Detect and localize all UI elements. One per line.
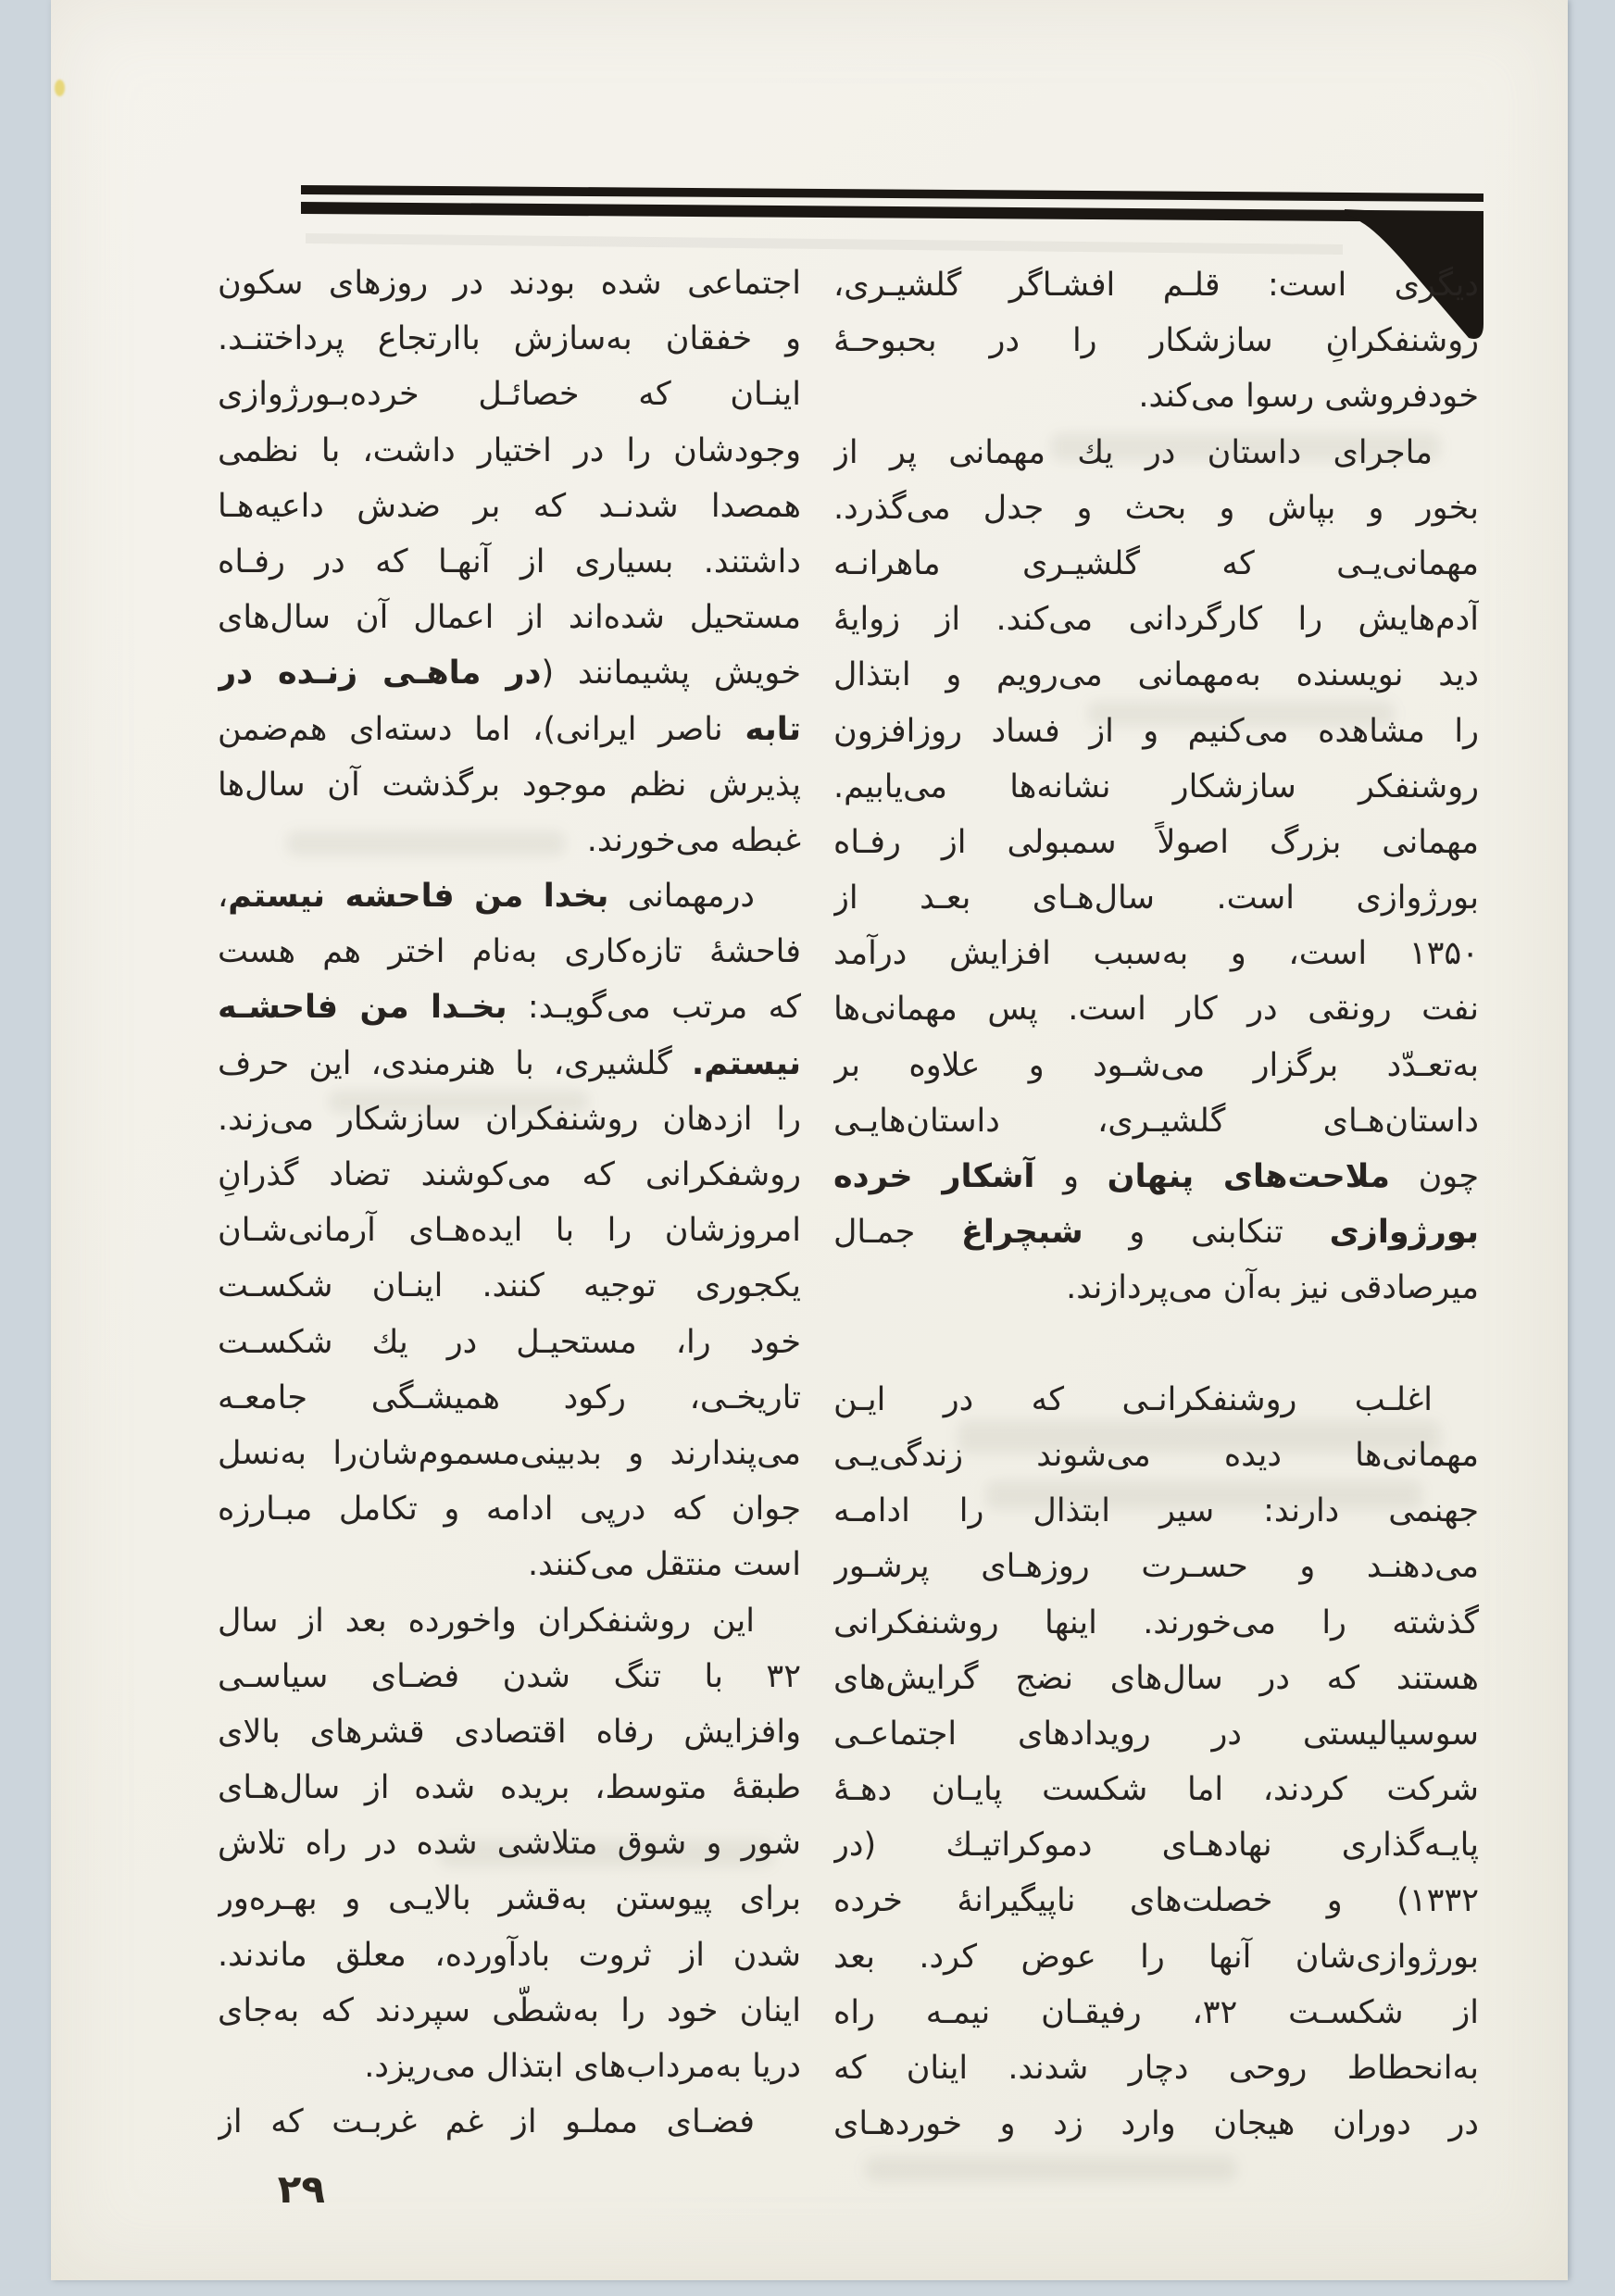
text-line [833,313,1479,368]
text-line [218,1426,801,1481]
text-line [218,367,801,422]
text-line [833,1985,1479,2040]
text-segment: مهمانی‌یـی که گلشیـری ماهرانـه [833,544,1479,582]
magazine-page [51,0,1568,2280]
text-segment: وافزایش رفاه اقتصادی قشرهای بالای [218,1713,801,1751]
text-line [833,1762,1479,1817]
text-line [833,815,1479,870]
text-segment: گلشیری، با هنرمندی، این حرف [218,1044,692,1082]
text-segment: و خفقان به‌سازش باارتجاع پرداختنـد. [218,320,801,358]
text-line [833,1204,1479,1260]
text-line [218,423,801,479]
text-line [218,479,801,534]
text-line [218,256,801,311]
text-line [218,1147,801,1203]
bold-title-segment: در ماهـی زنـده در [218,655,542,693]
text-line [218,2039,801,2094]
text-line [218,1928,801,1983]
text-segment: پایـه‌گذاری نهادهـای دموکراتیـك (در [833,1827,1479,1865]
column-right [833,257,1479,2152]
text-segment: به‌انحطاط روحی دچار شدند. اینان که [833,2050,1479,2087]
column-left [218,256,801,2150]
text-segment: مستحیل شده‌اند از اعمال آن سال‌های [218,599,801,637]
bold-title-segment: ملاحت‌های پنهان [1107,1158,1390,1195]
text-line [833,1873,1479,1928]
text-segment: امروزشان را با ایده‌هـای آرمانی‌شـان [218,1212,801,1250]
bleed-through-ghost [866,2157,1236,2181]
text-segment: دید نویسنده به‌مهمانی می‌رویم و ابتذال [833,656,1479,694]
text-line [218,924,801,980]
text-segment: فاحشهٔ تازه‌کاری به‌نام اختر هم هست [218,933,801,971]
bold-title-segment: شبچراغ [961,1214,1083,1252]
text-line [218,1816,801,1871]
text-segment: داشتند. بسیاری از آنهـا که در رفـاه [218,543,801,580]
text-segment: و [1034,1158,1108,1195]
text-segment: چون [1389,1158,1479,1195]
header-rule-top [301,185,1484,202]
text-line [833,1038,1479,1093]
text-segment: طبقهٔ متوسط، بریده شده از سال‌هـای [218,1769,801,1807]
text-segment: اینان خود را به‌شطّی سپردند که به‌جای [218,1991,801,2029]
text-line [218,1036,801,1092]
text-segment: می‌پندارند و بدبینی‌مسموم‌شان‌را به‌نسل [218,1434,801,1472]
text-line [833,1595,1479,1651]
text-segment: که مرتب می‌گویـد: [507,989,801,1027]
text-segment: در دوران هیجان وارد زد و خوردهـای [833,2105,1479,2143]
text-segment: داستان‌هـای گلشیـری، داستان‌هایـی [833,1102,1479,1140]
text-line [218,1704,801,1760]
text-segment: وجودشان را در اختیار داشت، با نظمی [218,431,801,469]
text-line [833,1651,1479,1706]
text-line [218,1593,801,1649]
text-segment: ۱۳۵۰ است، و به‌سبب افزایش درآمد [833,935,1479,973]
text-segment: یکجوری توجیه کنند. اینـان شکسـت [218,1267,801,1305]
text-segment: ناصر ایرانی)، اما دسته‌ای هم‌ضمن [218,710,745,748]
text-segment: جوان که درپی ادامه و تکامل مبـارزه [218,1491,801,1529]
text-segment: روشنفکرانِ سازشکار را در بحبوحـهٔ [833,322,1479,360]
text-segment: روشفکرانی که می‌کوشند تضاد گذرانِ [218,1156,801,1193]
text-line [218,868,801,924]
text-line [833,1929,1479,1985]
text-segment: خود را، مستحیـل در یك شکسـت [218,1323,801,1361]
text-segment: هستند که در سال‌های نضج گرایش‌های [833,1659,1479,1697]
text-segment: میرصادقی نیز به‌آن می‌پردازند. [1066,1269,1479,1307]
text-line [218,645,801,701]
text-segment: شدن از ثروت بادآورده، معلق ماندند. [218,1936,801,1974]
text-segment: دیگری است: قلـم افشـاگر گلشیـری، [833,267,1479,304]
text-line [833,1372,1479,1428]
text-segment: بورژوازی‌شان آنها را عوض کرد. بعد [833,1938,1479,1976]
text-line [833,368,1479,424]
text-segment: خویش پشیمانند ( [541,655,801,693]
text-line [833,1817,1479,1873]
bold-title-segment: بورژوازی [1329,1214,1479,1252]
text-line [218,1092,801,1147]
header-rule-bottom [301,202,1484,222]
text-segment: به‌تعـدّد برگزار می‌شـود و علاوه بر [833,1046,1479,1084]
paper-stain [55,80,65,96]
text-segment: بخور و بپاش و بحث و جدل می‌گذرد. [833,489,1479,527]
text-line [833,1483,1479,1539]
text-line [218,1315,801,1370]
text-line [833,2096,1479,2152]
text-segment: شور و شوق متلاشی شده در راه تلاش [218,1825,801,1863]
text-line [833,981,1479,1037]
text-segment: گذشته را می‌خورند. اینها روشنفکرانی [833,1603,1479,1641]
text-line [833,425,1479,480]
text-line [218,2094,801,2150]
text-segment: جمـال [833,1214,961,1252]
text-segment: اغلـب روشنفکرانـی که در ایـن [833,1380,1433,1418]
text-segment: ۱۳۳۲) و خصلت‌های ناپیگیرانهٔ خرده [833,1882,1479,1920]
text-line [833,1539,1479,1594]
bold-title-segment: نیستم. [691,1044,801,1082]
text-segment: پذیرش نظم موجود برگذشت آن سال‌ها [218,766,801,804]
text-line [218,980,801,1035]
text-segment: نفت رونقی در کار است. پس مهمانی‌ها [833,991,1479,1029]
text-line [833,759,1479,815]
bold-title-segment: تابه [745,710,801,748]
text-line [833,2040,1479,2096]
text-line [218,1203,801,1258]
text-segment: جهنمی دارند: سیر ابتذال را ادامـه [833,1492,1479,1530]
text-segment: را ازدهان روشنفکران سازشکار می‌زند. [218,1100,801,1138]
text-line [218,1760,801,1816]
text-line [833,647,1479,703]
bold-title-segment: آشکار خرده [833,1158,1035,1195]
text-segment: تنکابنی و [1083,1214,1330,1252]
text-segment: خودفروشی رسوا می‌کند. [1138,378,1479,416]
text-segment: بورژوازی است. سال‌هـای بعـد از [833,880,1479,917]
text-line [218,702,801,757]
text-segment: درمهمانی [608,878,755,916]
text-line [218,534,801,590]
bold-title-segment: بخدا من فاحشه نیستم [228,878,609,916]
text-line [833,1428,1479,1483]
text-line [218,1871,801,1927]
page-number: ۲۹ [277,2166,325,2212]
text-segment: اجتماعی شده بودند در روزهای سکون [218,265,801,302]
text-line [218,1481,801,1537]
text-segment: شرکت کردند، اما شکست پایـان دهـهٔ [833,1771,1479,1809]
text-line [833,592,1479,647]
text-segment: دریا به‌مرداب‌های ابتذال می‌ریزد. [364,2048,801,2085]
text-line [833,704,1479,759]
text-segment: همصدا شدنـد که بر ضدش داعیه‌هـا [218,487,801,525]
text-line [833,926,1479,981]
bold-title-segment: بخـدا من فاحشـه [218,989,507,1027]
text-line [218,813,801,868]
text-segment: این روشنفکران واخورده بعد از سال [218,1602,755,1640]
text-segment: ماجرای داستان در یك مهمانی پر از [833,433,1433,471]
text-segment: ، [218,878,229,916]
text-segment: می‌دهنـد و حسـرت روزهـای پرشـور [833,1548,1479,1586]
text-segment: روشنفکر سازشکار نشانه‌ها می‌یابیم. [833,767,1479,805]
text-line [833,1260,1479,1316]
text-line [218,1258,801,1314]
text-line [218,1983,801,2039]
text-line [218,1649,801,1704]
text-segment: مهمانی بزرگ اصولاً سمبولی از رفـاه [833,823,1479,861]
text-segment: برای پیوستن به‌قشر بالایـی و بهـره‌ور [218,1880,801,1918]
text-segment: را مشاهده می‌کنیم و از فساد روزافزون [833,712,1479,750]
text-line [218,590,801,645]
text-segment: سوسیالیستی در رویدادهای اجتماعـی [833,1715,1479,1753]
text-segment: ۳۲ با تنگ شدن فضـای سیاسـی [218,1657,801,1695]
text-segment: مهمانی‌ها دیده می‌شوند زندگی‌یـی [833,1436,1479,1474]
text-line [833,480,1479,536]
header-rule-ghost [306,233,1343,255]
text-line [833,536,1479,592]
text-segment: اینـان که خصائـل خرده‌بـورژوازی [218,376,801,414]
text-segment: آدم‌هایش را کارگردانی می‌کند. از زوایهٔ [833,601,1479,639]
text-line [218,311,801,367]
text-segment: از شکسـت ۳۲، رفیقـان نیمـه راه [833,1993,1479,2031]
text-line [833,1706,1479,1762]
text-segment: فضـای مملـو از غم غربـت که از [218,2103,755,2141]
text-line [218,1537,801,1592]
text-segment: تاریخـی، رکود همیشـگی جامعـه [218,1379,801,1416]
text-line [833,1149,1479,1204]
text-line [833,257,1479,313]
text-line [218,1370,801,1426]
text-segment: است منتقل می‌کنند. [528,1546,801,1584]
text-segment: غبطه می‌خورند. [586,821,801,859]
text-line [833,1093,1479,1149]
text-line [218,757,801,813]
text-line [833,870,1479,926]
